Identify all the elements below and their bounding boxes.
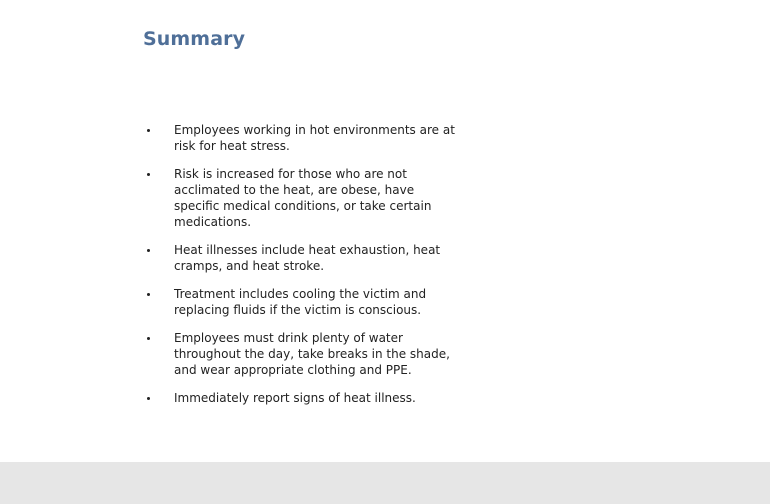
bullet-text: Employees working in hot environments are at risk for heat stress. [174,123,455,153]
bullet-item [143,390,463,406]
footer-bar [0,462,770,504]
bullet-item [143,286,463,318]
bullet-point-icon [147,173,150,176]
bullet-text: Risk is increased for those who are not acclimated to the heat, are obese, have specific medical conditions, or take certain medications. [174,167,432,229]
bullet-point-icon [147,293,150,296]
bullet-item [143,330,463,378]
bullet-list [143,122,463,406]
bullet-point-icon [147,249,150,252]
bullet-text: Employees must drink plenty of water throughout the day, take breaks in the shade, and wear appropriate clothing and PPE. [174,331,450,377]
bullet-item [143,166,463,230]
bullet-point-icon [147,129,150,132]
bullet-text: Heat illnesses include heat exhaustion, heat cramps, and heat stroke. [174,243,441,273]
bullet-point-icon [147,337,150,340]
bullet-item [143,122,463,154]
slide-title: Summary [143,28,246,50]
bullet-item [143,242,463,274]
bullet-text: Immediately report signs of heat illness. [174,391,416,405]
bullet-point-icon [147,397,150,400]
bullet-text: Treatment includes cooling the victim and replacing fluids if the victim is conscious. [174,287,427,317]
